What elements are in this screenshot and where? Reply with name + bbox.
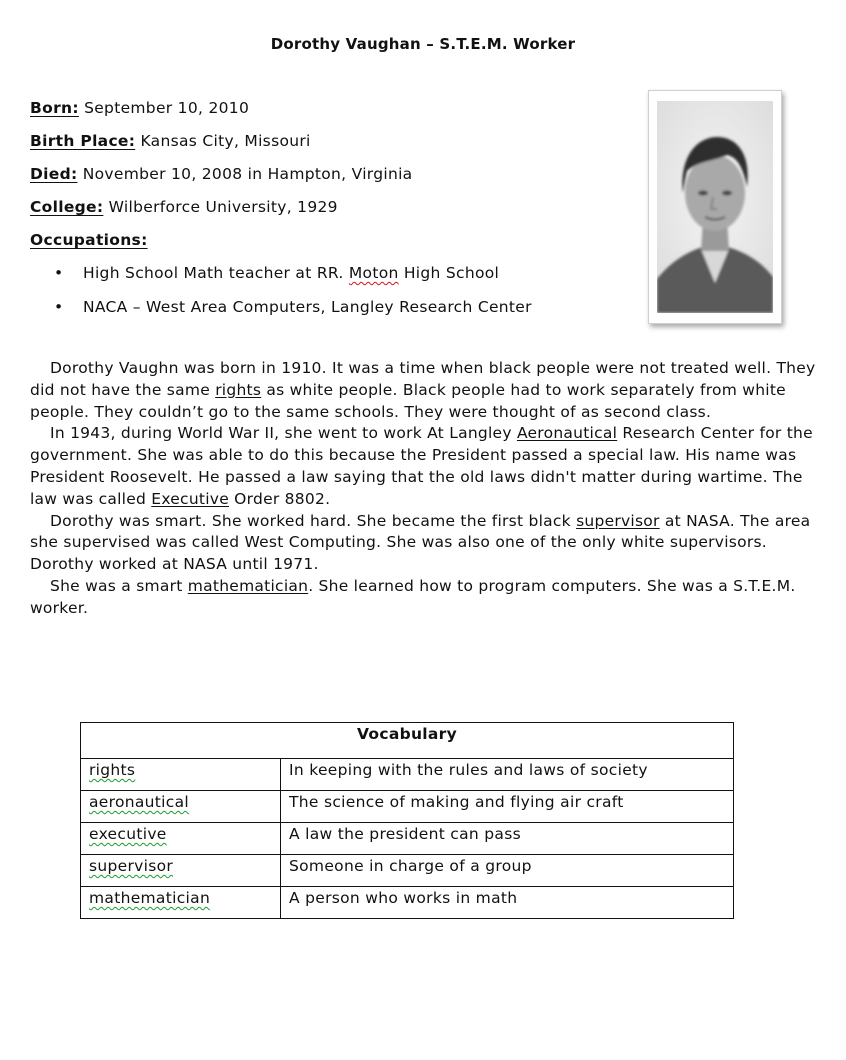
- story-paragraph: Dorothy Vaughn was born in 1910. It was a time when black people were not treated well. They did not have the same rights as white people. Black people had to work separately from white people. They couldn’t go to the same schools. They were thought of as second class.: [30, 359, 816, 421]
- biography-facts: [30, 97, 630, 330]
- vocab-definition: The science of making and flying air craft: [281, 791, 734, 823]
- fact-value: November 10, 2008 in Hampton, Virginia: [82, 165, 413, 183]
- vocab-word: rights: [215, 380, 262, 399]
- vocabulary-header: Vocabulary: [81, 723, 734, 759]
- fact-label: Died:: [30, 165, 78, 183]
- table-row: [81, 791, 734, 823]
- vocab-term: mathematician: [89, 889, 211, 907]
- fact-label: Born:: [30, 99, 79, 117]
- vocab-word: Aeronautical: [516, 424, 618, 443]
- fact-born: [30, 97, 630, 130]
- fact-label: Occupations:: [30, 231, 148, 249]
- fact-occupations: [30, 229, 630, 262]
- vocab-definition: A person who works in math: [281, 887, 734, 919]
- bullet-icon: •: [54, 298, 64, 316]
- vocab-word: Executive: [151, 489, 229, 508]
- list-item: • NACA – West Area Computers, Langley Research Center: [54, 298, 532, 316]
- vocab-term: supervisor: [89, 857, 174, 875]
- fact-died: [30, 163, 630, 196]
- occupations-list: [30, 262, 630, 330]
- vocab-definition: A law the president can pass: [281, 823, 734, 855]
- fact-birth-place: [30, 130, 630, 163]
- document-title: Dorothy Vaughan – S.T.E.M. Worker: [270, 35, 576, 53]
- list-item: • High School Math teacher at RR. Moton High School: [54, 264, 500, 282]
- table-row: [81, 855, 734, 887]
- portrait-photo: [648, 90, 782, 324]
- vocab-term: aeronautical: [89, 793, 190, 811]
- fact-college: [30, 196, 630, 229]
- biography-story: [30, 358, 830, 620]
- story-paragraph: In 1943, during World War II, she went to work At Langley Aeronautical Research Center for the government. She was able to do this because the President passed a special law. His name was President Roosevelt. He passed a law saying that the old laws didn't matter during wartime. The law was called Executive Order 8802.: [30, 424, 813, 508]
- table-row: [81, 823, 734, 855]
- fact-label: College:: [30, 198, 104, 216]
- fact-value: Wilberforce University, 1929: [108, 198, 338, 216]
- story-paragraph: She was a smart mathematician. She learned how to program computers. She was a S.T.E.M. worker.: [30, 576, 796, 617]
- table-row: [81, 887, 734, 919]
- vocab-definition: In keeping with the rules and laws of society: [281, 759, 734, 791]
- fact-value: Kansas City, Missouri: [140, 132, 311, 150]
- vocab-word: mathematician: [187, 576, 309, 595]
- misspelled-word: Moton: [348, 264, 399, 282]
- fact-label: Birth Place:: [30, 132, 136, 150]
- vocab-term: executive: [89, 825, 167, 843]
- story-paragraph: Dorothy was smart. She worked hard. She became the first black supervisor at NASA. The area she supervised was called West Computing. She was also one of the only white supervisors. Dorothy worked at NASA until 1971.: [30, 511, 811, 574]
- vocab-definition: Someone in charge of a group: [281, 855, 734, 887]
- vocab-word: supervisor: [576, 511, 660, 530]
- fact-value: September 10, 2010: [84, 99, 250, 117]
- table-row: [81, 759, 734, 791]
- bullet-icon: •: [54, 264, 64, 282]
- vocabulary-table: [80, 722, 734, 919]
- portrait-image: [657, 101, 773, 313]
- vocab-term: rights: [89, 761, 136, 779]
